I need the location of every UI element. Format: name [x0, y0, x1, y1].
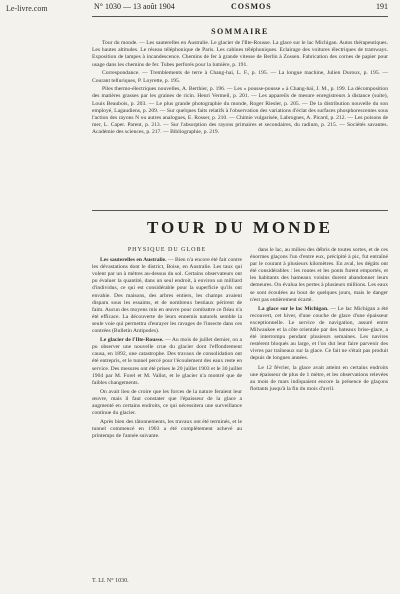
left-column: [92, 247, 242, 442]
article-paragraph: [92, 337, 242, 387]
main-title: TOUR DU MONDE: [146, 218, 334, 237]
page-number: 191: [376, 2, 388, 11]
article-text: — Le lac Michigan a été recouvert, cet hiver, d'une couche de glace d'une épaisseur exceptionnelle. Le service de navigation, assuré entre Milwaukee et la côte orientale par des bateaux brise-glace, a été interrompu pendant plusieurs semaines. Les navires restèrent bloqués au large, et l'on dut leur faire parvenir des vivres par traîneaux sur la glace. Ce fait ne s'était pas produit depuis de longues années.: [250, 305, 388, 362]
article-lead: Le glacier de l'Ilte-Rousse.: [100, 337, 164, 344]
sommaire-paragraph: Correspondance. — Tremblements de terre à Chang-hai, L. F., p. 195. — La longue machine, Julien Duroux, p. 195. — Courant telluriques, P. Loyrette, p. 195.: [92, 70, 388, 84]
page-footer: T. LI. N° 1030.: [92, 578, 129, 584]
article-text: — Bien n'a encore été fait contre les dévastations dont le district, Boise, en Australie. Les taux qui volent par un à mètres au-dessus du sol. Certains observateurs ont pu évaluer la quantité, dans un seul endroit, à environ un milliard d'individus, ce qui est considérable pour la superficie qu'ils ont envahie. Des maisons, des arbres entiers, les champs avaient disparu sous les essaims, et de nombreux bestiaux périrent de faim. Aucun des moyens mis en œuvre pour combattre ce fléau n'a été efficace. La découverte de leurs ennemis naturels semble la seule voie qui permettra d'enrayer les ravages de l'insecte dans ces contrées (Bulletin Antipodes).: [92, 257, 242, 335]
magazine-name: COSMOS: [231, 2, 272, 11]
article-text: On avait lieu de croire que les forces de la nature feraient leur œuvre, mais il faut constater que l'épaisseur de la glace a augmenté en certains endroits, ce qui nécessitera une surveillance continue du glacier.: [92, 388, 242, 417]
article-paragraph: [92, 257, 242, 335]
watermark: Le-livre.com: [6, 4, 48, 13]
article-paragraph: [92, 389, 242, 417]
article-lead: La glace sur le lac Michigan.: [258, 305, 329, 312]
sommaire-paragraph: Piles thermo-électriques nouvelles, A. Berthier, p. 196. — Les « pousse-pousse » à Chang-haï, J. M., p. 199. La décomposition des matières grasses par les graines de ricin. Henri Vermeil, p. 201. — Les appareils de mesure enregistreurs à distance (suite), Louis Beaubois, p. 203. — Le plus grande photographie du monde, Roger Riesler, p. 205. — De la distribution nouvelle du son employé, Lagaudiens, p. 209. — Sur quelques faits relatifs à l'observation des variations d'éclat des surfaces phosphorescentes sous l'action des rayons N ou autres analogues, E. Rosser, p. 210. — Chimie vulgarisée, Labrognes, A. Picard, p. 212. — Les poisons de mer, L. Caper. Parent, p. 213. — Sur l'absorption des rayons primaires et secondaires, du radium, p. 215. — Sociétés savantes. Académie des sciences, p. 217. — Bibliographie, p. 219.: [92, 86, 388, 136]
article-paragraph: [250, 365, 388, 393]
issue-number: N° 1030 — 13 août 1904: [94, 2, 175, 11]
column-divider: [246, 247, 247, 573]
article-paragraph: [92, 419, 242, 440]
article-paragraph: [250, 247, 388, 304]
article-text: — Au mois de juillet dernier, on a pu observer une nouvelle crue du glacier dont l'effondrement causa, en 1892, une catastrophe. Des travaux de consolidation ont été entrepris, et le tunnel percé pour l'écoulement des eaux reste en service. Des mesures ont été prises le 20 juillet 1903 et le 30 juillet 1904 par M. Forel et M. Vallot, et le glacier n'a montré que de faibles changements.: [92, 337, 242, 386]
article-text: dans le lac, au milieu des débris de toutes sortes, et de ces énormes glaçons l'un d'entre eux, précipité à pic, fut entraîné par le courant à plusieurs kilomètres. En aval, les dégâts ont été considérables : les routes et les ponts furent emportés, et les habitants des hameaux voisins durent abandonner leurs demeures. On évalua les pertes à plusieurs millions. Les eaux se sont écoulées au bout de quelques jours, mais le danger n'est pas entièrement écarté.: [250, 247, 388, 303]
section-heading: PHYSIQUE DU GLOBE: [127, 247, 207, 253]
article-lead: Les sauterelles en Australie.: [100, 257, 167, 264]
sommaire-body: [92, 40, 388, 138]
right-column: [250, 247, 388, 395]
sommaire-title: SOMMAIRE: [211, 27, 269, 36]
article-text: Le 12 février, la glace avait atteint en certains endroits une épaisseur de plus de 1 mètre, et les observations relevées au mois de mars indiquaient encore la présence de glaçons flottants jusqu'à la fin du mois d'avril.: [250, 364, 388, 392]
running-header: [0, 2, 400, 16]
article-text: Après bien des tâtonnements, les travaux ont été terminés, et le tunnel commencé en 1903 a été complètement achevé au printemps de l'année suivante.: [92, 419, 242, 440]
header-rule: [92, 16, 388, 17]
article-paragraph: [250, 306, 388, 363]
sommaire-paragraph: Tour du monde. — Les sauterelles en Australie. Le glacier de l'Ilte-Rousse. La glace sur le lac Michigan. Autos thérapeutiques. Les hautes altitudes. Le réseau téléphonique de Paris. Les cabines téléphoniques. Eclairage des voitures électriques de tramways. Exposition de lampes à incandescence. Chemins de fer à grande vitesse de Berlin à Zossen. Fabrication des cornes de papier pour usage dans les chemins de fer. Tubes perforés pour la lumière, p. 191.: [92, 40, 388, 68]
section-rule: [92, 210, 388, 211]
